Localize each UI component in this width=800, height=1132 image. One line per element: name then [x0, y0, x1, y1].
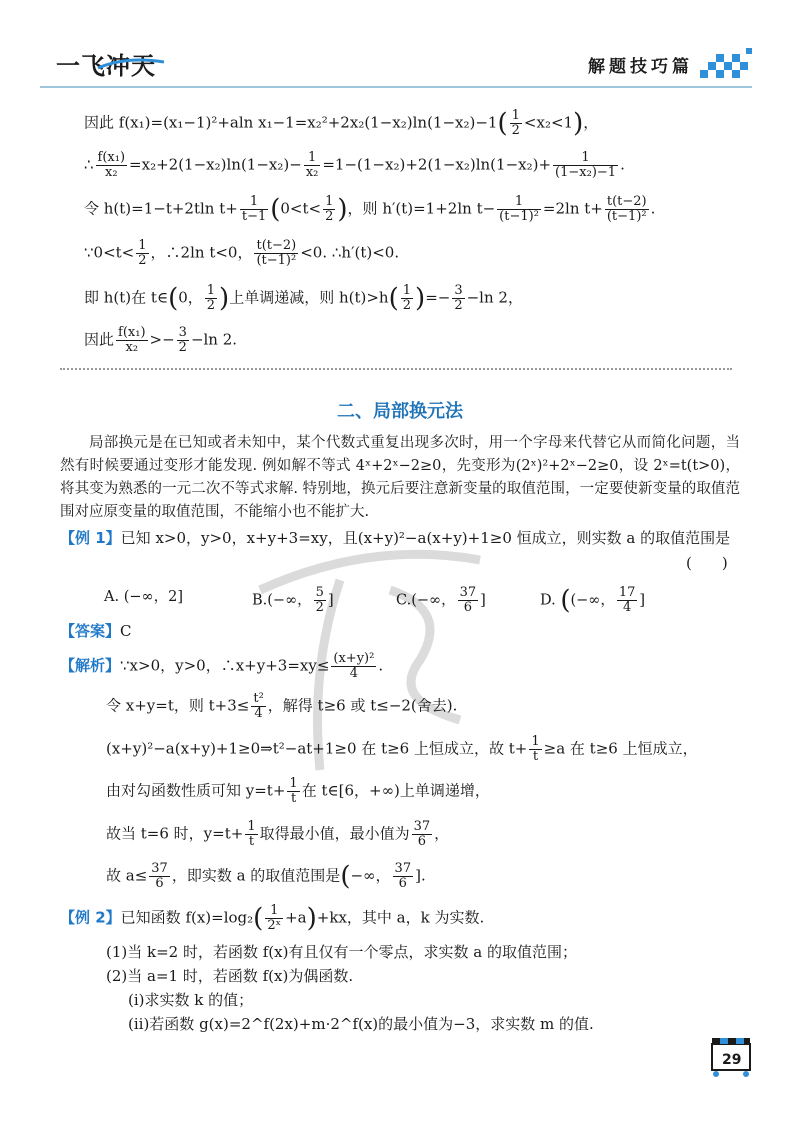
page-number: 29 [722, 1052, 742, 1068]
dotted-divider [60, 368, 732, 370]
example2-tag: 【例 2】 [60, 908, 121, 927]
option-d: D. ((−∞， $\frac{17}{4}$ ] [540, 585, 646, 616]
logo-swoosh-icon [96, 54, 166, 74]
example1-tag: 【例 1】 [60, 529, 121, 547]
proof-line-2: ∴ $\frac{\text{f(x₁)}}{\text{x₂}}$ =x₂+2(1−x₂)ln(1−x₂)− $\frac{1}{\text{x₂}}$ =1−(1−x₂)+2(1−x₂)ln(1−x₂)+ $\frac{1}{\text{(1−x₂)−1}}$ . [84, 150, 625, 180]
option-b: B.(−∞， $\frac{5}{2}$ ] [252, 585, 334, 615]
analysis-line-6: 故 a≤ $\frac{37}{6}$ ，即实数 a 的取值范围是(−∞， $\frac{37}{6}$ ]. [106, 861, 426, 892]
analysis-line-5: 故当 t=6 时，y=t+ $\frac{1}{t}$ 取得最小值，最小值为 $\frac{37}{6}$ ， [106, 819, 450, 849]
analysis-line-2: 令 x+y=t，则 t+3≤ $\frac{\text{t²}}{4}$ ，解得 t≥6 或 t≤−2(舍去). [106, 691, 458, 721]
proof-line-3: 令 h(t)=1−t+2tln t+ $\frac{1}{t-1}$ (0<t< $\frac{1}{2}$ )，则 h′(t)=1+2ln t− $\frac{1}{\text{(t−1)²}}$ =2ln t+ $\frac{t(t-2)}{\text{(t−1)²}}$ . [84, 194, 656, 225]
option-c: C.(−∞， $\frac{37}{6}$ ] [396, 585, 486, 615]
analysis-line-1: 【解析】∵x>0，y>0，∴x+y+3=xy≤ $\frac{\text{(x+y)²}}{4}$ . [60, 651, 384, 681]
example2-stem: 【例 2】已知函数 f(x)=log₂( $\frac{1}{\text{2ˣ}}$ +a)+kx，其中 a，k 为实数. [60, 903, 485, 934]
intro-paragraph: 局部换元是在已知或者未知中，某个代数式重复出现多次时，用一个字母来代替它从而简化问题，当然有时候要通过变形才能发现. 例如解不等式 4ˣ+2ˣ−2≥0，先变形为(2ˣ)²+2ˣ−2≥0，设 2ˣ=t(t>0)，将其变为熟悉的一元二次不等式求解. 特别地，换元后要注意新变量的取值范围，一定要使新变量的取值范围对应原变量的取值范围，不能缩小也不能扩大. [60, 435, 740, 520]
analysis-line-4: 由对勾函数性质可知 y=t+ $\frac{1}{t}$ 在 t∈[6，+∞)上单调递增， [106, 776, 490, 806]
proof-line-6: 因此 $\frac{\text{f(x₁)}}{\text{x₂}}$ >− $\frac{3}{2}$ −ln 2. [84, 325, 238, 355]
section-title: 二、局部换元法 [337, 401, 463, 422]
checker-decoration-icon [700, 48, 754, 82]
example2-q2i: (ⅰ)求实数 k 的值； [128, 991, 254, 1009]
proof-line-1: 因此 f(x₁)=(x₁−1)²+aln x₁−1=x₂²+2x₂(1−x₂)ln(1−x₂)−1( $\frac{1}{2}$ <x₂<1)， [84, 108, 599, 139]
answer-blank: ( ) [686, 554, 728, 572]
example2-q1: (1)当 k=2 时，若函数 f(x)有且仅有一个零点，求实数 a 的取值范围； [106, 943, 577, 961]
header-section-title: 解题技巧篇 [588, 57, 693, 77]
example1-stem: 【例 1】已知 x>0，y>0，x+y+3=xy，且(x+y)²−a(x+y)+1≥0 恒成立，则实数 a 的取值范围是 [60, 529, 731, 547]
example2-q2: (2)当 a=1 时，若函数 f(x)为偶函数. [106, 967, 354, 985]
header-divider [40, 86, 752, 88]
analysis-line-3: (x+y)²−a(x+y)+1≥0⇒t²−at+1≥0 在 t≥6 上恒成立，故 t+ $\frac{1}{t}$ ≥a 在 t≥6 上恒成立， [106, 734, 698, 764]
example1-answer: 【答案】C [60, 622, 132, 640]
proof-line-5: 即 h(t)在 t∈(0， $\frac{1}{2}$ )上单调递减，则 h(t)>h( $\frac{1}{2}$ )=− $\frac{3}{2}$ −ln 2， [84, 283, 523, 314]
example2-q2ii: (ⅱ)若函数 g(x)=2^f(2x)+m·2^f(x)的最小值为−3，求实数 m 的值. [128, 1015, 594, 1033]
proof-line-4: ∵0<t< $\frac{1}{2}$ ，∴2ln t<0， $\frac{t(t-2)}{\text{(t−1)²}}$ <0. ∴h′(t)<0. [84, 238, 400, 268]
header-logo: 一飞冲天 [56, 52, 156, 80]
option-a: A. (−∞，2] [104, 589, 183, 605]
